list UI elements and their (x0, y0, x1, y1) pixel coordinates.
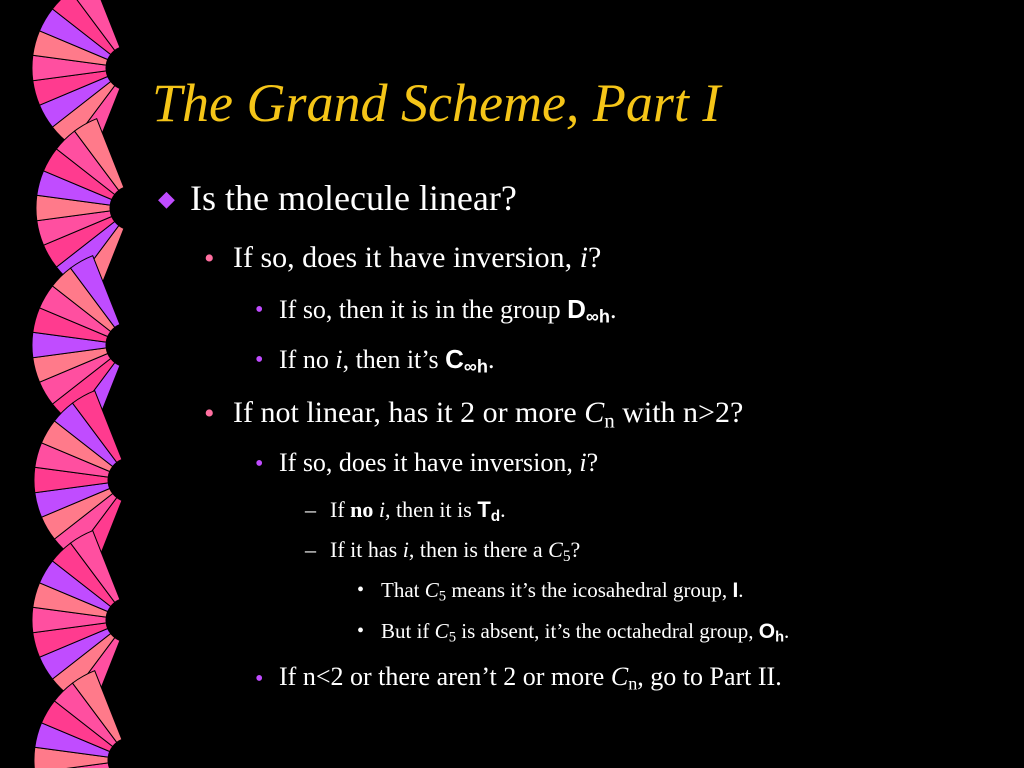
question-not-linear: If not linear, has it 2 or more $C_n$ with n>2? (233, 396, 744, 433)
diamond-bullet-icon: ◆ (158, 186, 175, 211)
answer-octahedral: But if $C_5$ is absent, it’s the octahedral group, $O_h$. (381, 619, 790, 646)
dot-bullet-icon: • (255, 451, 264, 477)
answer-cinfh: If no i, then it’s $C_{\infty h}$. (279, 344, 495, 377)
dot-bullet-icon: • (204, 242, 215, 275)
dot-bullet-icon: • (357, 579, 365, 601)
answer-icosahedral: That $C_5$ means it’s the icosahedral group, I. (381, 578, 744, 605)
answer-dinfh: If so, then it is in the group $D_{\infty h}$. (279, 294, 617, 327)
dot-bullet-icon: • (255, 297, 264, 323)
dot-bullet-icon: • (255, 666, 264, 692)
dot-bullet-icon: • (204, 397, 215, 430)
question-linear: Is the molecule linear? (190, 178, 517, 218)
answer-td: If no i, then it is $T_d$. (330, 497, 506, 525)
question-inversion-nonlinear: If so, does it have inversion, i? (279, 448, 599, 477)
dash-bullet-icon: – (305, 537, 316, 562)
dash-bullet-icon: – (305, 497, 316, 522)
slide-title: The Grand Scheme, Part I (152, 73, 721, 133)
dot-bullet-icon: • (255, 347, 264, 373)
go-to-part-ii: If n<2 or there aren’t 2 or more $C_n$, go to Part II. (279, 662, 782, 694)
dot-bullet-icon: • (357, 620, 365, 642)
decorative-ribbon (0, 0, 140, 768)
question-inversion-linear: If so, does it have inversion, i? (233, 241, 602, 274)
question-c5: If it has i, then is there a $C_5$? (330, 537, 581, 565)
